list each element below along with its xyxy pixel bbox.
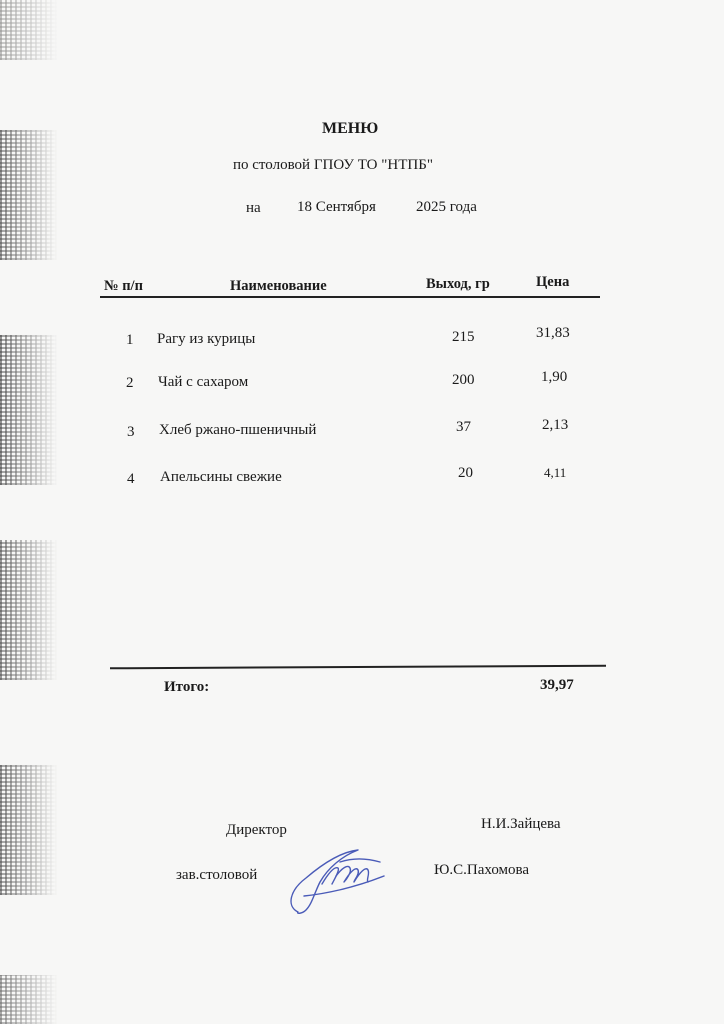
row-price: 4,11 — [544, 465, 567, 480]
scan-edge-foot — [0, 975, 58, 1024]
total-divider — [110, 665, 606, 669]
row-output: 215 — [452, 329, 475, 345]
row-output: 37 — [456, 419, 471, 435]
scan-edge-upper — [0, 130, 58, 260]
header-divider — [100, 296, 600, 298]
row-name: Апельсины свежие — [160, 469, 282, 485]
header-output: Выход, гр — [426, 276, 490, 292]
row-number: 4 — [127, 471, 135, 487]
row-name: Хлеб ржано-пшеничный — [159, 422, 317, 438]
row-number: 1 — [126, 332, 134, 348]
row-output: 200 — [452, 372, 475, 388]
header-name: Наименование — [230, 278, 327, 294]
document-year: 2025 года — [416, 199, 477, 215]
row-price: 1,90 — [541, 369, 568, 385]
row-number: 2 — [126, 375, 134, 391]
scan-edge-bottom — [0, 765, 58, 895]
director-name: Н.И.Зайцева — [481, 816, 561, 832]
row-output: 20 — [458, 465, 473, 481]
scan-edge-lower — [0, 540, 58, 680]
scan-edge-middle — [0, 335, 58, 485]
handwritten-signature — [284, 838, 404, 918]
header-price: Цена — [536, 274, 570, 290]
row-name: Чай с сахаром — [158, 374, 249, 390]
director-title: Директор — [226, 822, 287, 838]
manager-title: зав.столовой — [176, 867, 258, 883]
row-price: 31,83 — [536, 325, 570, 341]
row-price: 2,13 — [542, 417, 569, 433]
total-value: 39,97 — [540, 677, 574, 693]
row-name: Рагу из курицы — [157, 331, 256, 347]
scan-edge-top — [0, 0, 58, 60]
document-date: 18 Сентября — [297, 199, 376, 215]
date-prefix: на — [246, 200, 261, 216]
manager-name: Ю.С.Пахомова — [434, 862, 530, 878]
document-title: МЕНЮ — [322, 120, 379, 137]
header-number: № п/п — [104, 278, 143, 294]
document-subtitle: по столовой ГПОУ ТО "НТПБ" — [233, 157, 433, 173]
row-number: 3 — [127, 424, 135, 440]
total-label: Итого: — [164, 679, 210, 695]
